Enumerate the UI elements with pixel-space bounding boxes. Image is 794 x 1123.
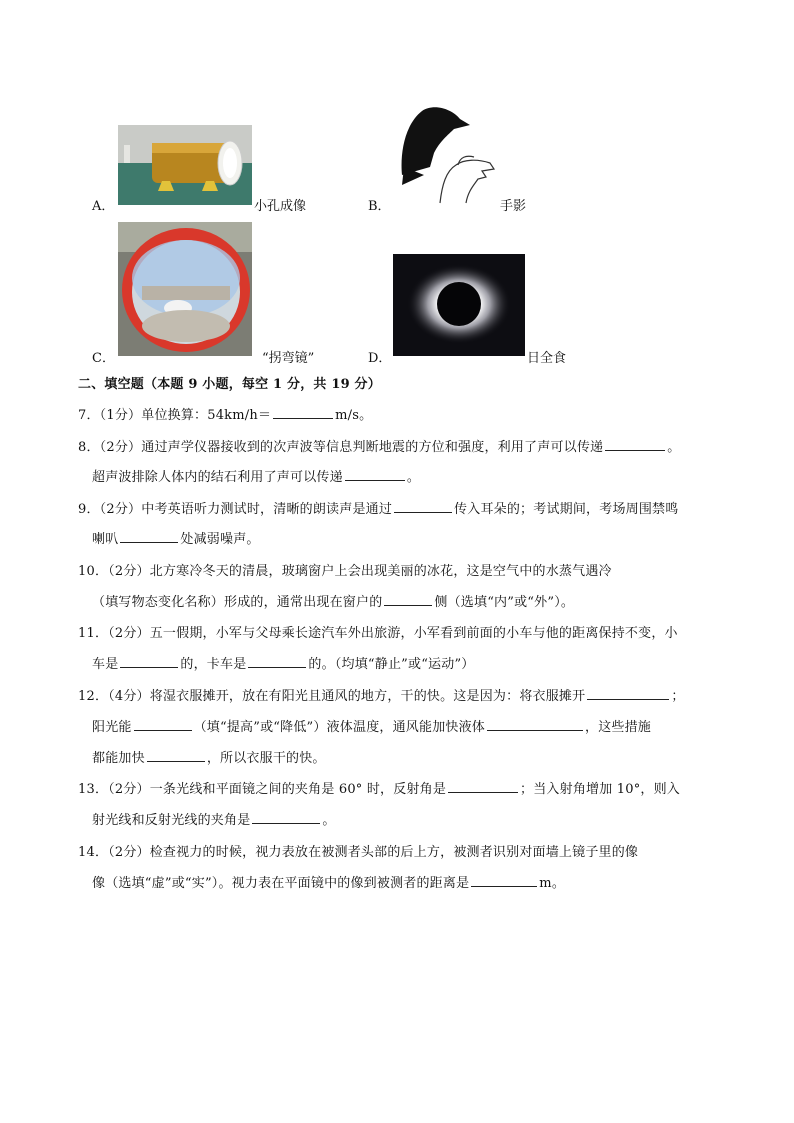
q12-text: 12．（4分）将湿衣服摊开，放在有阳光且通风的地方，干的快。这是因为：将衣服摊开: [78, 689, 586, 704]
question-8-line-2: [92, 466, 420, 485]
question-7: [78, 404, 372, 423]
q12-semicolon: ；: [671, 689, 685, 704]
question-13-line-2: [92, 809, 336, 828]
q14-blank[interactable]: [471, 874, 537, 887]
q7-blank[interactable]: [273, 406, 333, 419]
convex-mirror-image: [118, 222, 252, 356]
q13-end: 。: [322, 813, 336, 828]
hand-shadow-image: [394, 105, 498, 205]
q8-blank-2[interactable]: [345, 468, 405, 481]
q13-text-3: 射光线和反射光线的夹角是: [92, 813, 251, 828]
q10-text: 10．（2分）北方寒冷冬天的清晨，玻璃窗户上会出现美丽的冰花，这是空气中的水蒸气遇冷: [78, 564, 612, 579]
solar-eclipse-image: [393, 254, 525, 356]
option-c-letter: C．: [92, 351, 115, 366]
q7-text: 7．（1分）单位换算：54km/h＝: [78, 408, 272, 423]
q13-text-2: ；当入射角增加 10°，则入: [520, 782, 681, 797]
q14-text: 14．（2分）检查视力的时候，视力表放在被测者头部的后上方，被测者识别对面墙上镜子里的像: [78, 845, 639, 860]
question-10-line-2: [92, 591, 574, 610]
q12-text-3: （填“提高”或“降低”）液体温度，通风能加快液体: [193, 720, 485, 735]
question-12-line-3: [92, 747, 326, 766]
q9-text: 9．（2分）中考英语听力测试时，清晰的朗读声是通过: [78, 502, 393, 517]
q13-blank-1[interactable]: [448, 780, 518, 793]
q8-end: 。: [667, 440, 681, 455]
question-9-line-2: [92, 528, 260, 547]
q11-text-3: 的，卡车是: [180, 657, 247, 672]
q8-blank-1[interactable]: [605, 438, 665, 451]
q9-text-3: 喇叭: [92, 532, 119, 547]
question-14-line-1: [78, 841, 638, 860]
q12-text-2: 阳光能: [92, 720, 132, 735]
question-12-line-2: [92, 716, 651, 735]
q9-text-2: 传入耳朵的；考试期间，考场周围禁鸣: [454, 502, 679, 517]
q12-blank-4[interactable]: [147, 749, 205, 762]
question-14-line-2: [92, 872, 565, 891]
q14-text-2: 像（选填“虚”或“实”）。视力表在平面镜中的像到被测者的距离是: [92, 876, 470, 891]
section-title: 二、填空题（本题 9 小题，每空 1 分，共 19 分）: [78, 377, 381, 392]
question-8-line-1: [78, 436, 680, 455]
option-b-letter: B．: [368, 199, 391, 214]
q10-end: 侧（选填“内”或“外”）。: [434, 595, 575, 610]
q13-text: 13．（2分）一条光线和平面镜之间的夹角是 60° 时，反射角是: [78, 782, 447, 797]
q11-text-2: 车是: [92, 657, 119, 672]
q11-blank-1[interactable]: [120, 655, 178, 668]
q10-blank[interactable]: [384, 593, 432, 606]
q9-blank-1[interactable]: [394, 500, 452, 513]
q12-blank-1[interactable]: [587, 687, 669, 700]
q10-text-2: （填写物态变化名称）形成的，通常出现在窗户的: [92, 595, 383, 610]
q12-blank-2[interactable]: [134, 718, 192, 731]
q9-blank-2[interactable]: [120, 530, 178, 543]
q8-text: 8．（2分）通过声学仪器接收到的次声波等信息判断地震的方位和强度，利用了声可以传递: [78, 440, 604, 455]
q8-end-2: 。: [406, 470, 421, 485]
pinhole-camera-image: [118, 125, 252, 205]
option-d-letter: D．: [368, 351, 392, 366]
q11-end: 的。（均填“静止”或“运动”）: [308, 657, 475, 672]
option-b-caption: 手影: [500, 199, 527, 214]
q7-unit: m/s。: [335, 408, 373, 423]
question-9-line-1: [78, 498, 678, 517]
q14-end: m。: [539, 876, 566, 891]
option-a-letter: A．: [92, 199, 115, 214]
question-12-line-1: [78, 685, 685, 704]
q13-blank-2[interactable]: [252, 811, 320, 824]
question-11-line-2: [92, 653, 475, 672]
q11-text: 11．（2分）五一假期，小军与父母乘长途汽车外出旅游，小军看到前面的小车与他的距离保持不变，小: [78, 626, 678, 641]
q8-text-2: 超声波排除人体内的结石利用了声可以传递: [92, 470, 343, 485]
option-d-caption: 日全食: [527, 351, 567, 366]
q12-text-5: 都能加快: [92, 751, 145, 766]
option-a-caption: 小孔成像: [254, 199, 307, 214]
q12-text-4: ，这些措施: [585, 720, 652, 735]
q9-end: 处减弱噪声。: [180, 532, 260, 547]
question-11-line-1: [78, 622, 678, 641]
question-10-line-1: [78, 560, 612, 579]
option-c-caption: “拐弯镜”: [262, 351, 315, 366]
question-13-line-1: [78, 778, 680, 797]
q12-blank-3[interactable]: [487, 718, 583, 731]
q12-end: ，所以衣服干的快。: [206, 751, 326, 766]
q11-blank-2[interactable]: [248, 655, 306, 668]
